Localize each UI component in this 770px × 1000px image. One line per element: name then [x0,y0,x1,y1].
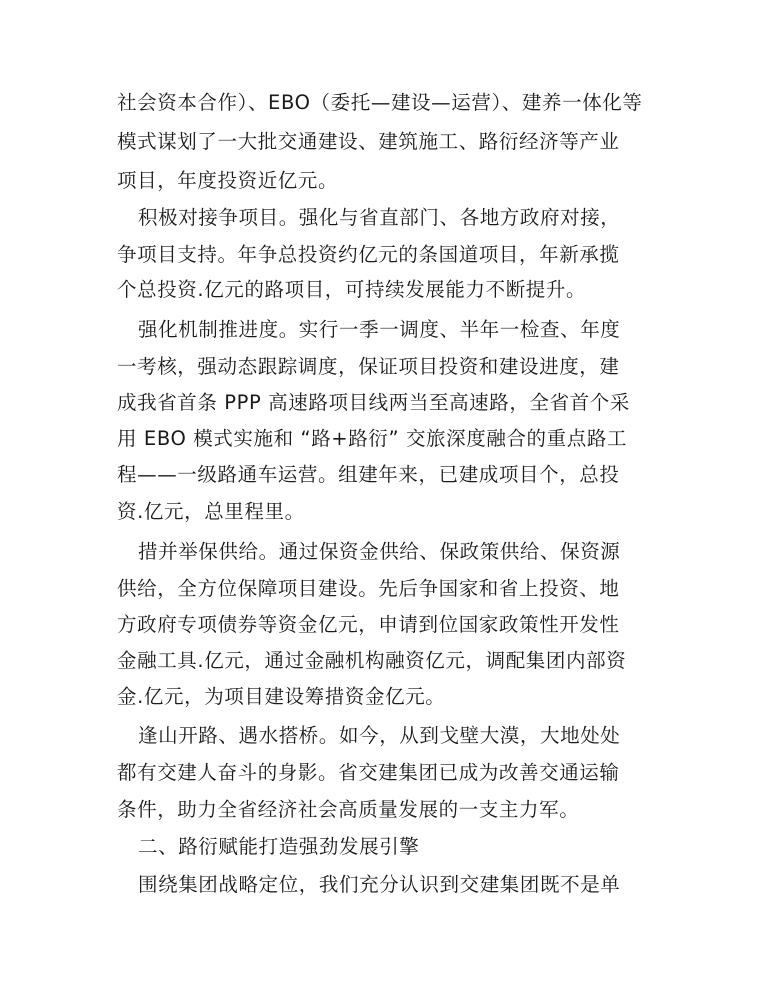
heading-text: 二、路衍赋能打造强劲发展引擎 [138,835,420,858]
text-line: 积极对接争项目。强化与省直部门、各地方政府对接， [138,206,621,229]
text-line: 个总投资.亿元的路项目，可持续发展能力不断提升。 [117,278,587,301]
text-line: 一考核，强动态跟踪调度，保证项目投资和建设进度，建 [117,355,620,378]
text-line: 供给，全方位保障项目建设。先后争国家和省上投资、地 [117,577,620,600]
text-line: 模式谋划了一大批交通建设、建筑施工、路衍经济等产业 [117,130,620,153]
text-line: 金融工具.亿元，通过金融机构融资亿元，调配集团内部资 [117,649,627,672]
text-line: 争项目支持。年争总投资约亿元的条国道项目，年新承揽 [117,243,620,266]
text-line: 逢山开路、遇水搭桥。如今，从到戈壁大漠，大地处处 [138,724,621,747]
text-line: 方政府专项债券等资金亿元，申请到位国家政策性开发性 [117,613,620,636]
text-line: 成我省首条 PPP 高速路项目线两当至高速路，全省首个采 [117,391,630,414]
text-line: 社会资本合作）、EBO（委托—建设—运营）、建养一体化等 [117,91,643,114]
text-line: 程——一级路通车运营。组建年来，已建成项目个，总投 [117,463,620,486]
text-line: 条件，助力全省经济社会高质量发展的一支主力军。 [117,798,580,821]
text-line: 措并举保供给。通过保资金供给、保政策供给、保资源 [138,540,621,563]
text-line: 围绕集团战略定位，我们充分认识到交建集团既不是单 [138,873,621,896]
text-line: 用 EBO 模式实施和 “路+路衍” 交旅深度融合的重点路工 [117,427,628,450]
text-line: 金.亿元，为项目建设筹措资金亿元。 [117,685,446,708]
text-line: 都有交建人奋斗的身影。省交建集团已成为改善交通运输 [117,761,620,784]
text-line: 项目，年度投资近亿元。 [117,169,339,192]
text-line: 资.亿元，总里程里。 [117,500,305,523]
text-line: 强化机制推进度。实行一季一调度、半年一检查、年度 [138,318,621,341]
